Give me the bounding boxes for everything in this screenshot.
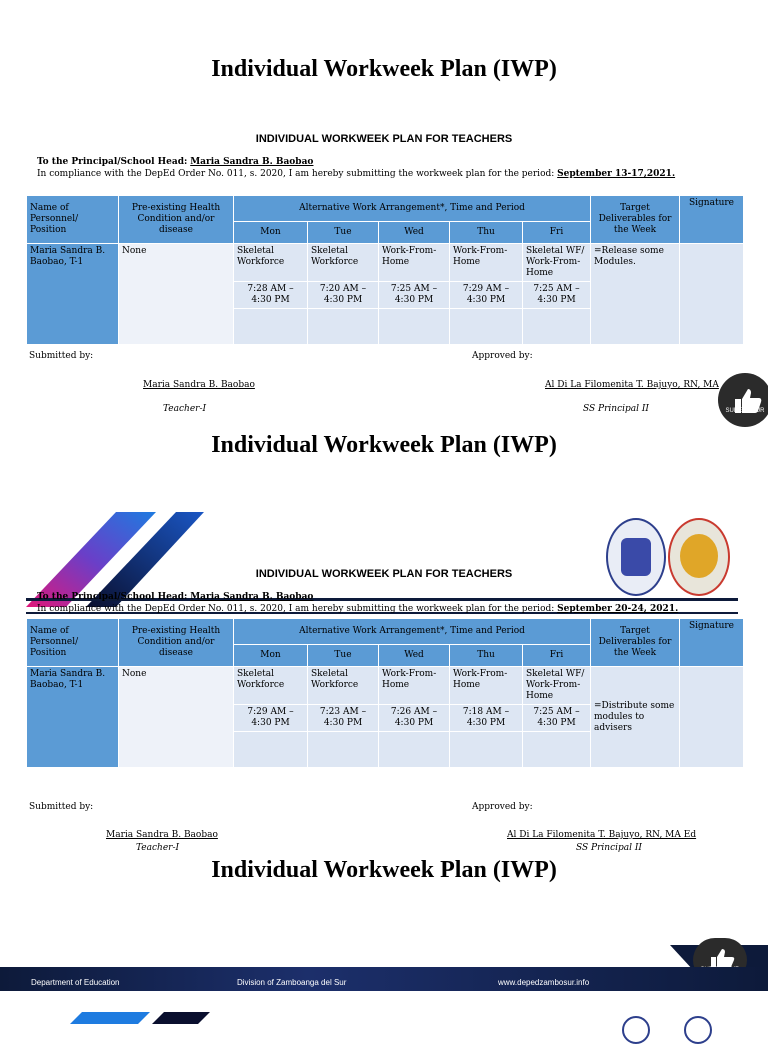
header-name: Name of Personnel/ Position xyxy=(27,619,119,667)
empty-cell xyxy=(308,732,379,768)
time-tue: 7:20 AM – 4:30 PM xyxy=(308,282,379,309)
empty-cell xyxy=(234,732,308,768)
time-mon: 7:28 AM – 4:30 PM xyxy=(234,282,308,309)
header-day-fri: Fri xyxy=(523,645,591,667)
time-wed: 7:25 AM – 4:30 PM xyxy=(379,282,450,309)
time-fri: 7:25 AM – 4:30 PM xyxy=(523,282,591,309)
arrangement-thu: Work-From-Home xyxy=(450,667,523,705)
teacher-name-2: Maria Sandra B. Baobao xyxy=(106,830,218,840)
arrangement-fri: Skeletal WF/ Work-From-Home xyxy=(523,667,591,705)
division-seal-icon xyxy=(684,1016,712,1044)
submitted-by-label-2: Submitted by: xyxy=(29,802,94,812)
time-mon: 7:29 AM – 4:30 PM xyxy=(234,705,308,732)
approver-name-2: Al Di La Filomenita T. Bajuyo, RN, MA Ed xyxy=(507,830,697,840)
arrangement-fri: Skeletal WF/ Work-From-Home xyxy=(523,244,591,282)
teacher-role-2: Teacher-I xyxy=(136,843,180,853)
approved-by-label-1: Approved by: xyxy=(472,351,533,361)
approved-by-label-2: Approved by: xyxy=(472,802,533,812)
deped-seal-icon xyxy=(622,1016,650,1044)
header-name: Name of Personnel/ Position xyxy=(27,196,119,244)
signature-cell xyxy=(680,667,744,768)
arrangement-tue: Skeletal Workforce xyxy=(308,244,379,282)
header-day-thu: Thu xyxy=(450,645,523,667)
plan-period: September 20-24, 2021. xyxy=(557,604,679,614)
approver-role-2: SS Principal II xyxy=(576,843,642,853)
plan-heading-1: INDIVIDUAL WORKWEEK PLAN FOR TEACHERS xyxy=(255,133,513,145)
header-day-mon: Mon xyxy=(234,222,308,244)
footer-division: Division of Zamboanga del Sur xyxy=(237,978,347,987)
personnel-cell: Maria Sandra B. Baobao, T-1 xyxy=(27,244,119,345)
header-day-wed: Wed xyxy=(379,222,450,244)
header-signature: Signature xyxy=(680,619,744,667)
footer-department: Department of Education xyxy=(31,978,120,987)
teacher-role-1: Teacher-I xyxy=(163,404,207,414)
header-deliverables: Target Deliverables for the Week xyxy=(591,619,680,667)
arrangement-wed: Work-From-Home xyxy=(379,667,450,705)
compliance-line-1 xyxy=(37,169,675,179)
teacher-name-1: Maria Sandra B. Baobao xyxy=(143,380,255,390)
header-signature: Signature xyxy=(680,196,744,244)
badge-text: SURE sa SUR xyxy=(725,408,765,414)
plan-heading-2: INDIVIDUAL WORKWEEK PLAN FOR TEACHERS xyxy=(255,568,513,580)
header-day-wed: Wed xyxy=(379,645,450,667)
principal-name: Maria Sandra B. Baobao xyxy=(190,157,314,167)
deped-seal-icon xyxy=(606,518,666,596)
header-health: Pre-existing Health Condition and/or disease xyxy=(119,196,234,244)
header-arrangement: Alternative Work Arrangement*, Time and Period xyxy=(234,196,591,222)
empty-cell xyxy=(450,732,523,768)
to-principal-line-2 xyxy=(37,592,313,602)
time-thu: 7:18 AM – 4:30 PM xyxy=(450,705,523,732)
empty-cell xyxy=(450,309,523,345)
deliverable-cell: =Distribute some modules to advisers xyxy=(591,667,680,768)
footer-website[interactable]: www.depedzambosur.info xyxy=(498,978,590,987)
footer-bar xyxy=(0,967,768,991)
header-day-tue: Tue xyxy=(308,222,379,244)
to-label: To the Principal/School Head: xyxy=(37,592,188,602)
to-label: To the Principal/School Head: xyxy=(37,157,188,167)
health-cell: None xyxy=(119,667,234,768)
time-fri: 7:25 AM – 4:30 PM xyxy=(523,705,591,732)
personnel-cell: Maria Sandra B. Baobao, T-1 xyxy=(27,667,119,768)
submitted-by-label-1: Submitted by: xyxy=(29,351,94,361)
time-thu: 7:29 AM – 4:30 PM xyxy=(450,282,523,309)
empty-cell xyxy=(523,309,591,345)
approver-name-1: Al Di La Filomenita T. Bajuyo, RN, MA xyxy=(545,380,719,390)
header-day-fri: Fri xyxy=(523,222,591,244)
compliance-text: In compliance with the DepEd Order No. 011, s. 2020, I am hereby submitting the workweek plan for the period: xyxy=(37,604,555,614)
arrangement-tue: Skeletal Workforce xyxy=(308,667,379,705)
thumbs-up-icon xyxy=(718,373,768,427)
compliance-text: In compliance with the DepEd Order No. 011, s. 2020, I am hereby submitting the workweek plan for the period: xyxy=(37,169,555,179)
header-day-mon: Mon xyxy=(234,645,308,667)
to-principal-line-1 xyxy=(37,157,313,167)
empty-cell xyxy=(379,309,450,345)
empty-cell xyxy=(308,309,379,345)
deliverable-cell: =Release some Modules. xyxy=(591,244,680,345)
division-seal-icon xyxy=(668,518,730,596)
header-deliverables: Target Deliverables for the Week xyxy=(591,196,680,244)
empty-cell xyxy=(234,309,308,345)
page-title-1: Individual Workweek Plan (IWP) xyxy=(211,56,557,82)
empty-cell xyxy=(379,732,450,768)
page-title-3: Individual Workweek Plan (IWP) xyxy=(211,857,557,883)
signature-cell xyxy=(680,244,744,345)
empty-cell xyxy=(523,732,591,768)
workweek-table-1 xyxy=(26,195,744,345)
time-tue: 7:23 AM – 4:30 PM xyxy=(308,705,379,732)
arrangement-wed: Work-From-Home xyxy=(379,244,450,282)
approver-role-1: SS Principal II xyxy=(583,404,649,414)
arrangement-mon: Skeletal Workforce xyxy=(234,667,308,705)
compliance-line-2 xyxy=(37,604,678,614)
plan-period: September 13-17,2021. xyxy=(557,169,676,179)
header-day-thu: Thu xyxy=(450,222,523,244)
header-arrangement: Alternative Work Arrangement*, Time and Period xyxy=(234,619,591,645)
page-title-2: Individual Workweek Plan (IWP) xyxy=(211,432,557,458)
arrangement-mon: Skeletal Workforce xyxy=(234,244,308,282)
header-health: Pre-existing Health Condition and/or disease xyxy=(119,619,234,667)
workweek-table-2 xyxy=(26,618,744,768)
time-wed: 7:26 AM – 4:30 PM xyxy=(379,705,450,732)
header-day-tue: Tue xyxy=(308,645,379,667)
principal-name: Maria Sandra B. Baobao xyxy=(190,592,314,602)
health-cell: None xyxy=(119,244,234,345)
decorative-stripes xyxy=(60,1012,210,1024)
sure-sa-sur-badge xyxy=(718,373,768,427)
arrangement-thu: Work-From-Home xyxy=(450,244,523,282)
